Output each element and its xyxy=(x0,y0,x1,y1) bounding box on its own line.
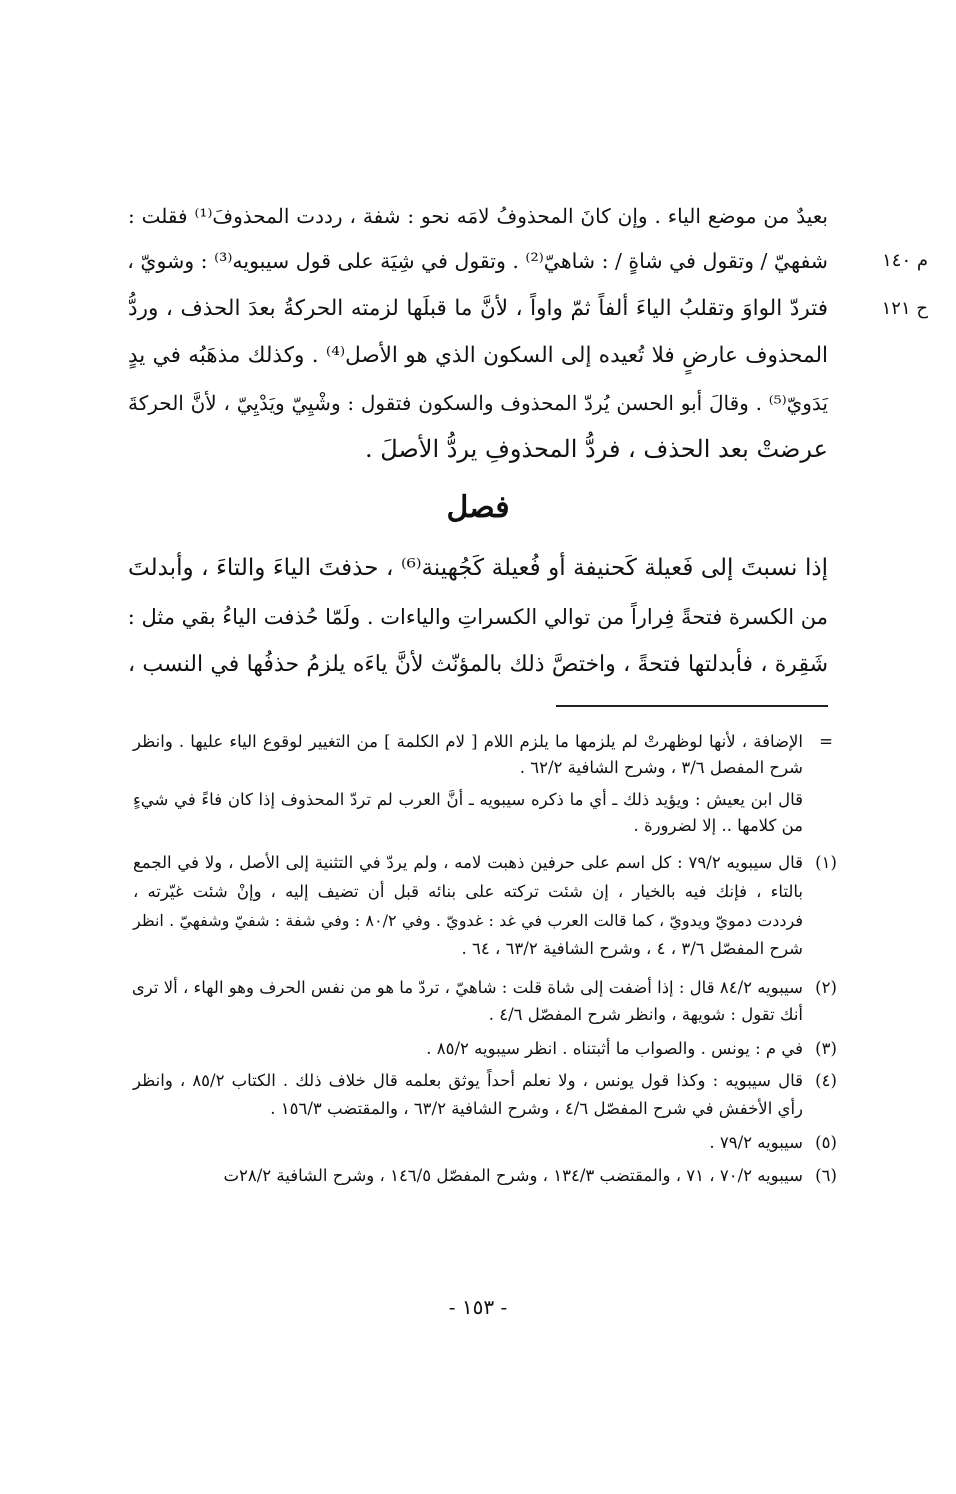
footnote-line: قال سيبويه : وكذا قول يونس ، ولا نعلم أحداً يوثق بعلمه قال خلاف ذلك . الكتاب ٨٥/٢ ، وانظر xyxy=(133,1071,803,1090)
footnote-number-1: (١) xyxy=(815,853,837,872)
section-line-3: شَقِرة ، فأبدلتها فتحةً ، واختصَّ ذلك بالمؤنّث لأنَّ ياءَه يلزمُ حذفُها في النسب ، xyxy=(128,652,829,677)
main-text-line-6: عرضتْ بعد الحذف ، فردُّ المحذوفِ يردُّ الأصلَ . xyxy=(364,435,828,463)
footnote-separator xyxy=(556,705,828,707)
footnote-line: فرددت دمويّ ويدويّ ، كما قالت العرب في غد : غدويّ . وفي ٨٠/٢ : وفي شفة : شفيّ وشفهيّ . انظر xyxy=(133,911,804,930)
main-text-line-3: فتردّ الواوَ وتقلبُ الياءَ ألفاً ثمّ واواً ، لأنَّ ما قبلَها لزمته الحركةُ بعدَ الحذف ، وردُّ xyxy=(128,296,828,321)
main-text-line-5: يَدَويّ⁽⁵⁾ . وقالَ أبو الحسن يُردّ المحذوف والسكون فتقول : وشْيِيّ ويَدْيِيّ ، لأنَّ الحركةَ xyxy=(128,391,828,415)
footnote-line: أنك تقول : شويهة ، وانظر شرح المفصّل ٤/٦ . xyxy=(488,1005,803,1024)
main-text-line-4: المحذوف عارضٍ فلا تُعيده إلى السكون الذي هو الأصل⁽⁴⁾ . وكذلك مذهَبُه في يدٍ xyxy=(128,343,828,368)
footnote-number-6: (٦) xyxy=(815,1166,837,1185)
section-heading: فصل xyxy=(446,490,510,525)
footnote-line: الإضافة ، لأنها لوظهرتْ لم يلزمها ما يلزم اللام [ لام الكلمة ] من التغيير لوقوع الياء عليها . وانظر xyxy=(133,732,803,751)
margin-note-m140: م ١٤٠ xyxy=(882,250,928,271)
footnote-line: سيبويه ٨٤/٢ قال : إذا أضفت إلى شاة قلت : شاهيّ ، تردّ ما هو من نفس الحرف وهو الهاء ، ألا ترى xyxy=(131,978,803,997)
page-number: - ١٥٣ - xyxy=(448,1295,508,1319)
footnote-line: بالتاء ، فإنك فيه بالخيار ، إن شئت تركته على بنائه قبل أن تضيف إليه ، وإنْ شئت غيّرته ، xyxy=(133,882,803,901)
footnote-number-4: (٤) xyxy=(815,1071,837,1090)
footnote-line: شرح المفصل ٣/٦ ، وشرح الشافية ٦٢/٢ . xyxy=(519,758,803,777)
footnote-line: رأي الأخفش في شرح المفصّل ٤/٦ ، وشرح الشافية ٦٣/٢ ، والمقتضب ١٥٦/٣ . xyxy=(270,1099,803,1118)
footnote-line: سيبويه ٧٠/٢ ، ٧١ ، والمقتضب ١٣٤/٣ ، وشرح المفصّل ١٤٦/٥ ، وشرح الشافية ٢٨/٢ت xyxy=(223,1166,803,1185)
footnote-line: في م : يونس . والصواب ما أثبتناه . انظر سيبويه ٨٥/٢ . xyxy=(426,1039,803,1058)
footnote-line: سيبويه ٧٩/٢ . xyxy=(709,1133,803,1152)
section-line-1: إذا نسبتَ إلى فَعيلة كَحنيفة أو فُعيلة كَجُهينة⁽⁶⁾ ، حذفتَ الياءَ والتاءَ ، وأبدلتَ xyxy=(128,555,828,581)
footnote-number-2: (٢) xyxy=(815,978,837,997)
section-line-2: من الكسرة فتحةً فِراراً من توالي الكسراتِ والياءات . ولَمّا حُذفت الياءُ بقي مثل : xyxy=(127,605,828,629)
footnote-line: من كلامها .. إلا لضرورة . xyxy=(633,816,803,835)
footnote-continuation-marker: = xyxy=(819,732,833,751)
footnote-number-3: (٣) xyxy=(815,1039,837,1058)
footnote-number-5: (٥) xyxy=(815,1133,837,1152)
footnote-line: قال سيبويه ٧٩/٢ : كل اسم على حرفين ذهبت لامه ، ولم يردّ في التثنية إلى الأصل ، ولا في الجمع xyxy=(133,853,803,872)
footnote-line: شرح المفصّل ٣/٦ ، ٤ ، وشرح الشافية ٦٣/٢ ، ٦٤ . xyxy=(461,939,803,958)
footnote-line: قال ابن يعيش : ويؤيد ذلك ـ أي ما ذكره سيبويه ـ أنَّ العرب لم تردّ المحذوف إذا كان فاءً في شيءٍ xyxy=(133,790,803,809)
main-text-line-1: بعيدٌ من موضع الياء . وإن كانَ المحذوفُ لامَه نحو : شفة ، رددت المحذوفَ⁽¹⁾ فقلت : xyxy=(128,204,828,228)
margin-note-h121: ح ١٢١ xyxy=(881,298,928,319)
main-text-line-2: شفهيّ / وتقول في شاةٍ / : شاهيّ⁽²⁾ . وتقول في شِيَة على قول سيبويه⁽³⁾ : وشويّ ، xyxy=(127,249,828,273)
